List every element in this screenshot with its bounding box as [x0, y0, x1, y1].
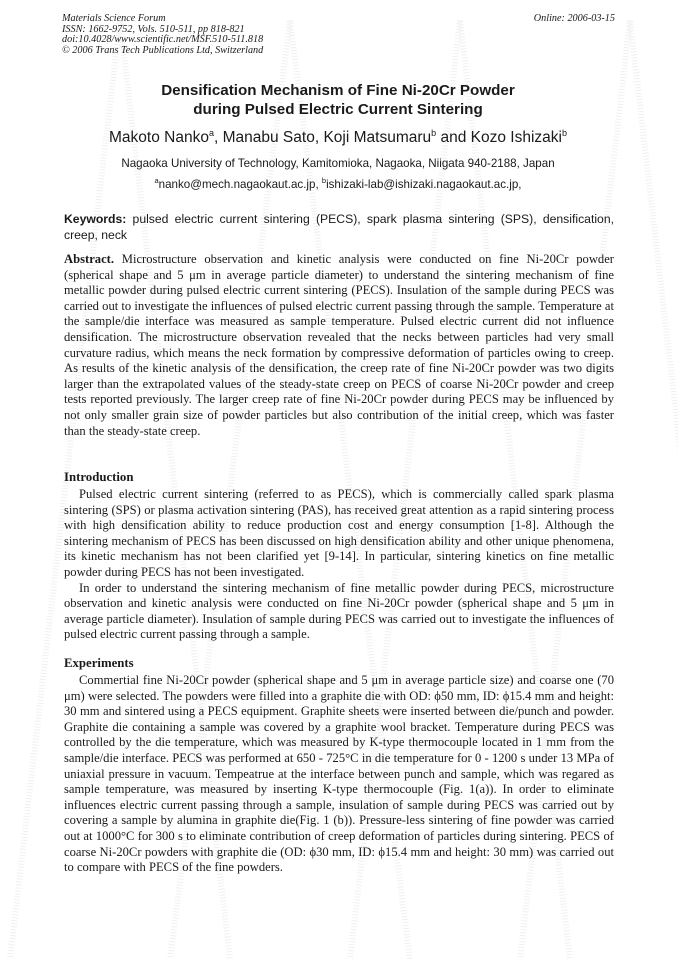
affiliation: Nagaoka University of Technology, Kamitomioka, Nagaoka, Niigata 940-2188, Japan	[121, 157, 555, 170]
author: Koji Matsumaru$^b$	[323, 128, 437, 146]
abstract	[64, 252, 614, 439]
abstract-label: Abstract.	[64, 252, 115, 266]
paragraph: Pulsed electric current sintering (referred to as PECS), which is commercially called spark plasma sintering (SPS) or plasma activation sintering (PAS), has received great attention as a rapid sintering process with high densification ability to reduce production cost and energy consumption [1-8]. Although the sintering mechanism of PECS has been discussed on high densification ability and other unique phenomena, its kinetic mechanism has not been clarified yet [9-14]. In particular, sintering kinetics on fine metallic powder during PECS has not been investigated.	[64, 487, 614, 579]
title-line-2: during Pulsed Electric Current Sintering	[193, 101, 483, 118]
author: Kozo Ishizaki$^b$	[470, 128, 567, 146]
keywords-label: Keywords:	[64, 212, 127, 226]
keywords-text: pulsed electric current sintering (PECS), spark plasma sintering (SPS), densification, creep, neck	[64, 212, 614, 242]
journal-header	[62, 14, 263, 56]
online-date: Online: 2006-03-15	[533, 13, 615, 24]
title-line-1: Densification Mechanism of Fine Ni-20Cr Powder	[161, 82, 515, 99]
email-link[interactable]: ishizaki-lab@ishizaki.nagaokaut.ac.jp	[326, 178, 519, 191]
experiments-body	[64, 673, 614, 876]
journal-name: Materials Science Forum	[62, 13, 166, 24]
keywords	[64, 212, 614, 243]
section-heading-introduction: Introduction	[64, 470, 134, 484]
paragraph: Commertial fine Ni-20Cr powder (spherical shape and 5 μm in average particle size) and coarse one (70 μm) were selected. The powders were filled into a graphite die with OD: ϕ50 mm, ID: ϕ15.4 mm and height: 30 mm and sintered using a PECS equipment. Graphite sheets were inserted between die/punch and powder. Graphite die containing a sample was covered by a graphite wool bracket. Temperature during PECS was controlled by the die temperature, which was measured by K-type thermocouple located in 1 mm from the sample/die interface. PECS was performed at 650 - 725°C in die temperature for 0 - 1200 s under 13 MPa of uniaxial pressure in vacuum. Tempeatrue at the interface between punch and sample, which was regared as sample temperature, was measured by inserting K-type thermocouple (Fig. 1(a)). In order to eliminate influences electric current passing through a sample, insulation of sample during PECS was carried out by covering a sample by alumina in graphite die(Fig. 1 (b)). Pressure-less sintering of fine powder was carried out at 1000°C for 300 s to eliminate contribution of creep deformation of particles during sintering. PECS of coarse Ni-20Cr powders with graphite die (OD: ϕ30 mm, ID: ϕ15.4 mm and height: 30 mm) was carried out to compare with PECS of the fine powders.	[64, 673, 614, 875]
copyright-line: © 2006 Trans Tech Publications Ltd, Switzerland	[62, 44, 264, 56]
author: Makoto Nanko$^a$	[109, 128, 214, 146]
section-heading-experiments: Experiments	[64, 656, 134, 670]
paper-title	[60, 81, 616, 119]
abstract-text: Microstructure observation and kinetic analysis were conducted on fine Ni-20Cr powder (spherical shape and 5 μm in average particle diameter) to understand the sintering mechanism of fine metallic powder during pulsed electric current sintering (PECS). Insulation of the sample during PECS was carried out to investigate the influences of pulsed electric current passing through the sample. Temperature at the sample/die interface was measured as sample temperature. Pulsed electric current did not influence densification. The microstructure observation revealed that the necks between particles had very small curvature radius, which means the neck formation by compressive deformation of particles owing to creep. As results of the kinetic analysis of the densification, the creep rate of fine Ni-20Cr powder was two digits larger than the extrapolated values of the steady-state creep on PECS of coarse Ni-20Cr powder and creep tests reported previously. The larger creep rate of fine Ni-20Cr powder during PECS may be influenced by not only smaller grain size of powder particles but also contribution of the initial creep, which was faster than the steady-state creep.	[64, 252, 614, 438]
doi-line: doi:10.4028/www.scientific.net/MSF.510-511.818	[62, 34, 264, 46]
author-list: Makoto Nanko$^a$, Manabu Sato, Koji Matsumaru$^b$ and Kozo Ishizaki$^b$	[109, 128, 567, 146]
author: Manabu Sato	[222, 129, 315, 146]
email-link[interactable]: nanko@mech.nagaokaut.ac.jp	[158, 178, 316, 191]
issn-line: ISSN: 1662-9752, Vols. 510-511, pp 818-821	[62, 23, 245, 35]
introduction-body	[64, 487, 614, 643]
email-list: $^a$nanko@mech.nagaokaut.ac.jp, $^b$ishizaki-lab@ishizaki.nagaokaut.ac.jp,	[154, 176, 522, 191]
paragraph: In order to understand the sintering mechanism of fine metallic powder during PECS, microstructure observation and kinetic analysis were conducted on fine Ni-20Cr powder (spherical shape and 5 μm in average particle diameter). Insulation of sample during PECS was carried out to investigate the influences of pulsed electric current passing through a sample.	[64, 580, 614, 642]
